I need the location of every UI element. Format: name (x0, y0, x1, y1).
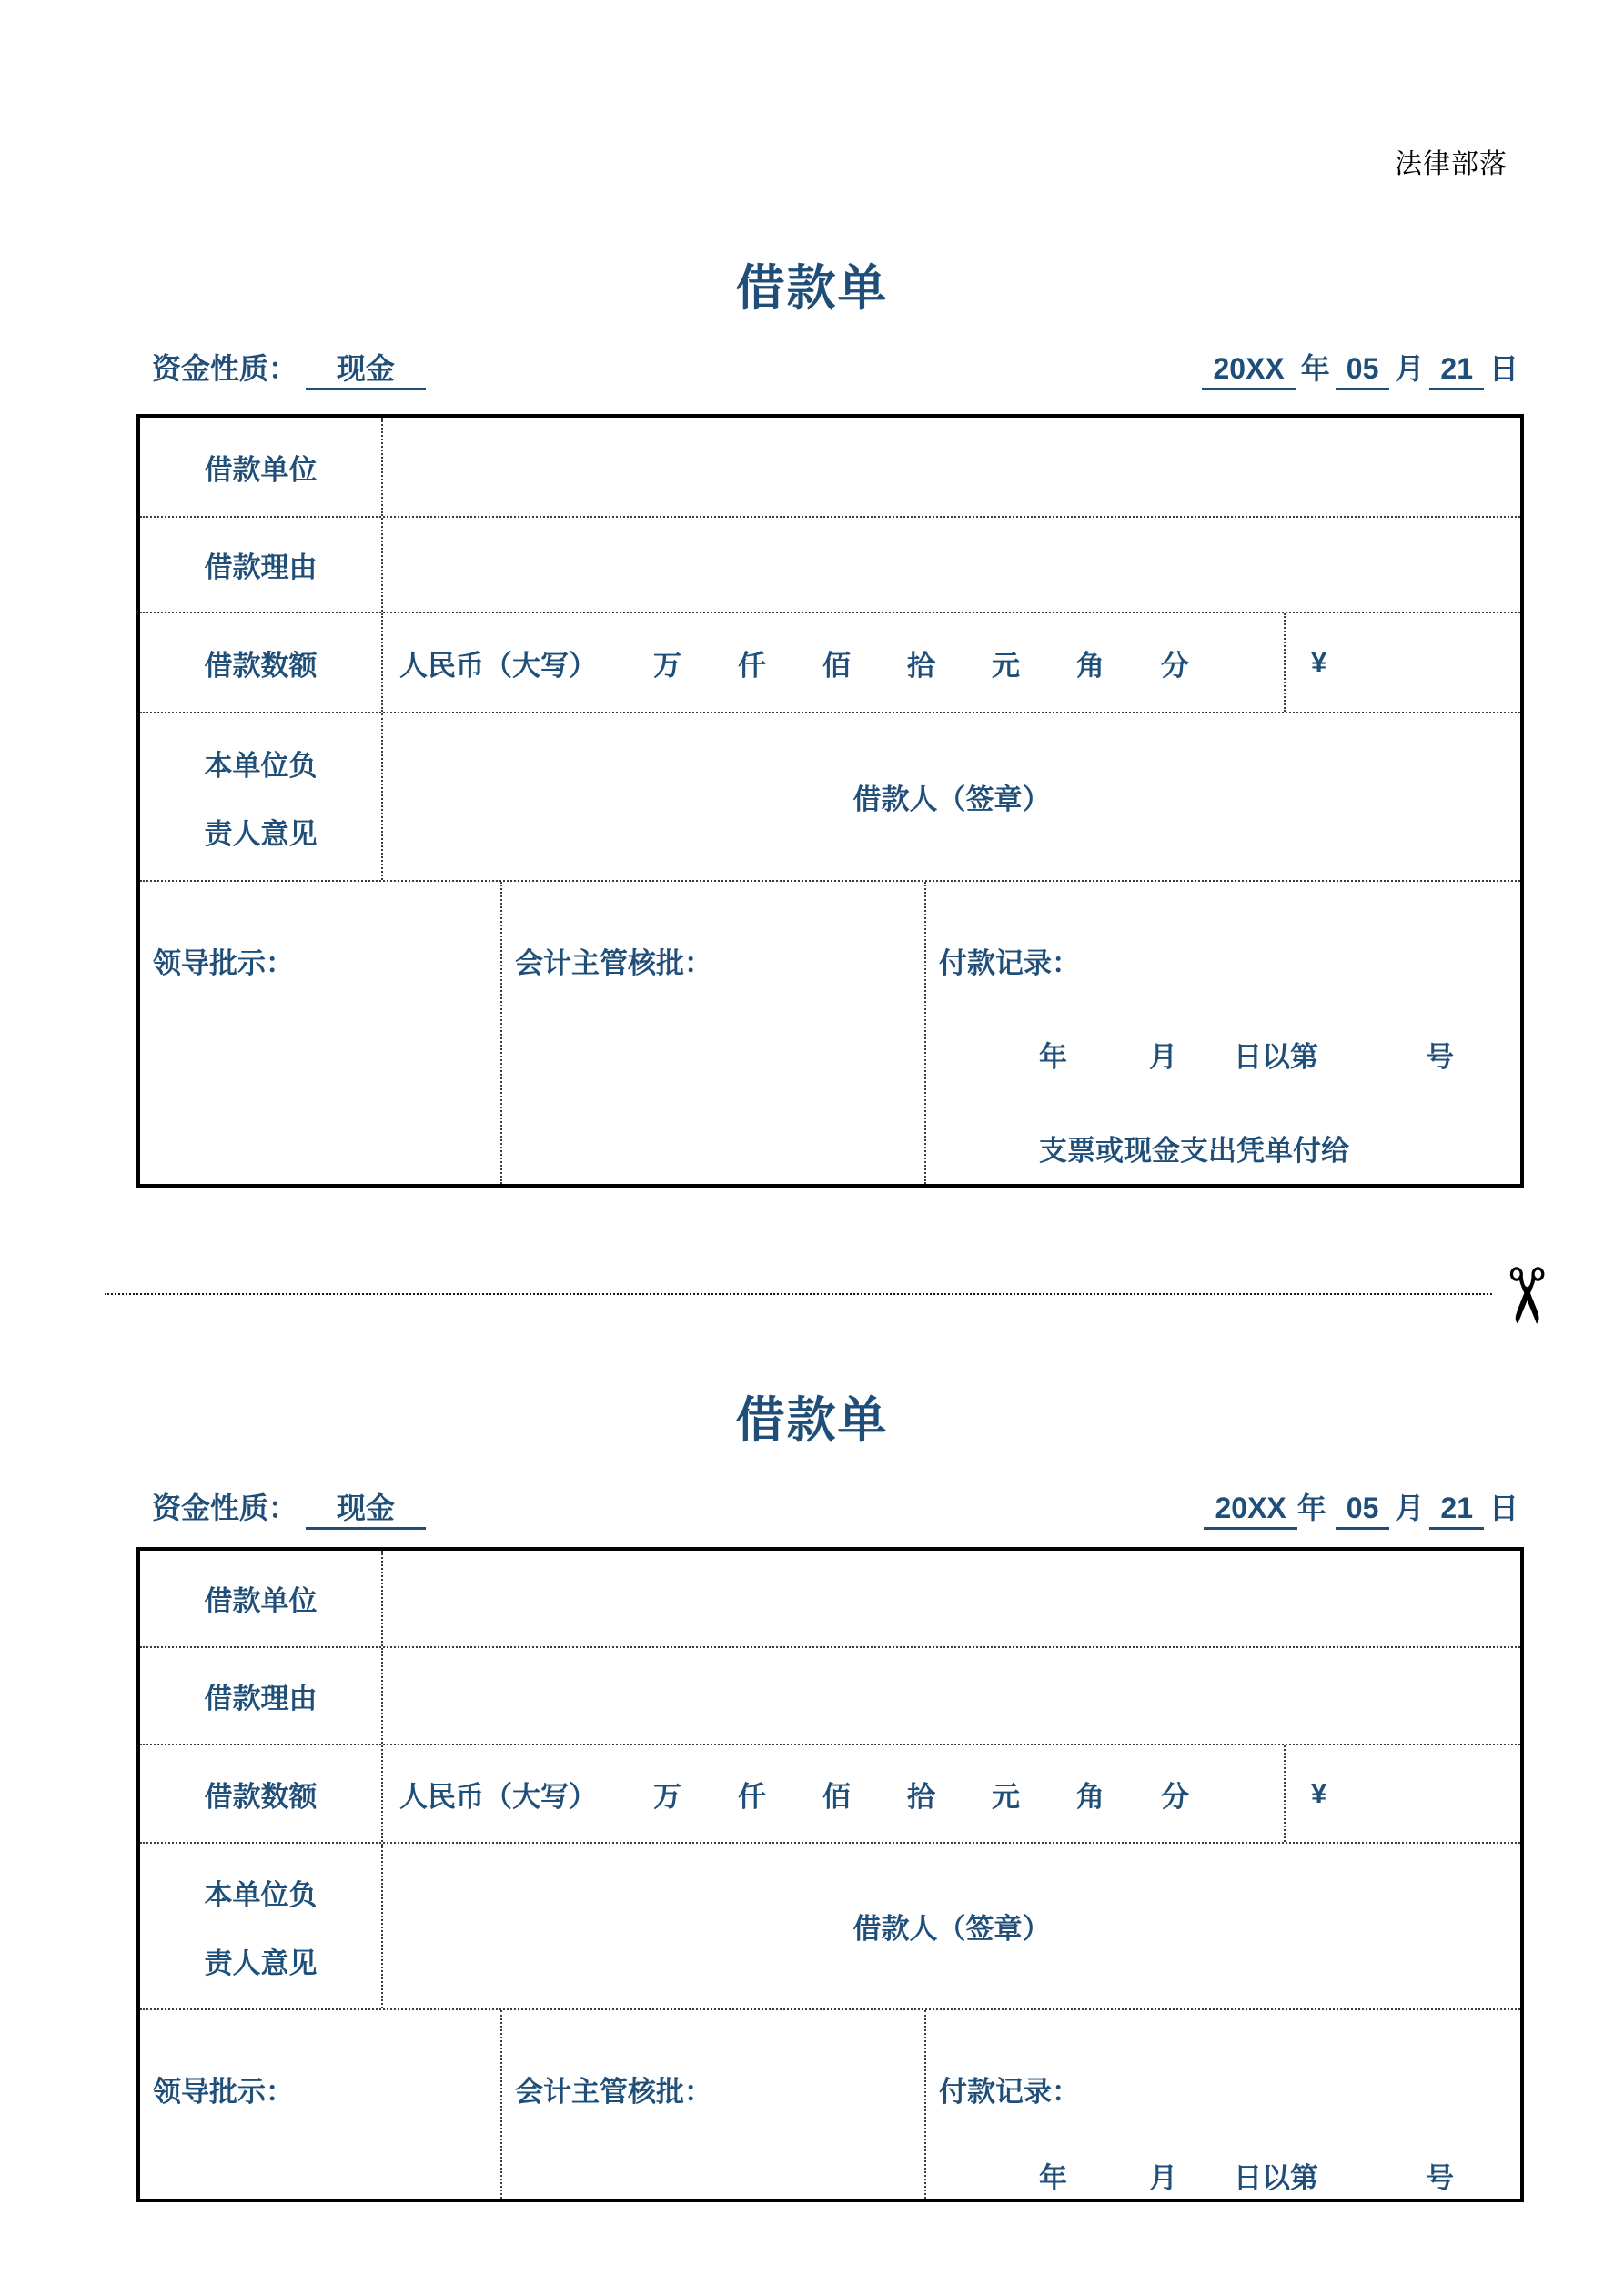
date-month-value: 05 (1336, 1489, 1390, 1530)
borrow-reason-label-cell (140, 518, 383, 612)
borrow-unit-label: 借款单位 (204, 453, 318, 486)
row-borrow-reason (140, 518, 1520, 613)
form2-meta-row (152, 1489, 1524, 1530)
borrow-unit-label: 借款单位 (204, 1585, 318, 1617)
date-day-value: 21 (1429, 1489, 1484, 1530)
date-day-value: 21 (1429, 349, 1484, 390)
amount-units: 万 仟 佰 拾 元 角 分 (653, 1780, 1189, 1813)
borrow-reason-label: 借款理由 (204, 551, 318, 583)
payment-voucher-line: 支票或现金支出凭单付给 (1039, 1135, 1349, 1167)
row-approvals (140, 882, 1520, 1184)
amount-prefix: 人民币（大写） (399, 649, 597, 682)
amount-words-cell (383, 1745, 1286, 1842)
borrow-amount-label: 借款数额 (204, 649, 318, 682)
date-day-unit: 日 (1488, 1492, 1518, 1524)
borrower-sign-cell (383, 713, 1520, 880)
row-responsible-opinion (140, 1844, 1520, 2010)
fund-nature-label: 资金性质： (152, 1492, 298, 1524)
form2-date-field (1204, 1489, 1524, 1530)
leader-approval-label: 领导批示： (153, 947, 294, 979)
form2-title: 借款单 (735, 1393, 889, 1448)
borrow-unit-label-cell (140, 418, 383, 516)
borrow-reason-label-cell (140, 1648, 383, 1744)
form2-loan-table (136, 1547, 1524, 2202)
fund-nature-label: 资金性质： (152, 352, 298, 385)
borrow-unit-value-cell (383, 1551, 1520, 1646)
date-year-unit: 年 (1296, 1492, 1326, 1524)
currency-symbol: ¥ (1311, 1777, 1327, 1809)
payment-date-line: 年 月 日以第 号 (1039, 1041, 1454, 1073)
leader-approval-label: 领导批示： (153, 2076, 294, 2108)
responsible-label-line1: 本单位负 (204, 1878, 318, 1911)
borrow-unit-value-cell (383, 418, 1520, 516)
payment-date-line: 年 月 日以第 号 (1039, 2162, 1454, 2194)
row-borrow-amount (140, 1745, 1520, 1844)
accountant-approval-cell (502, 2010, 926, 2199)
form1-loan-table (136, 414, 1524, 1188)
accountant-approval-label: 会计主管核批： (515, 947, 712, 979)
borrow-unit-label-cell (140, 1551, 383, 1646)
fund-nature-value: 现金 (306, 1489, 426, 1530)
row-responsible-opinion (140, 713, 1520, 882)
responsible-label-cell (140, 1844, 383, 2008)
responsible-label-line2: 责人意见 (204, 817, 318, 850)
form1-fund-nature (152, 349, 426, 390)
responsible-label-line2: 责人意见 (204, 1947, 318, 1979)
amount-words-cell (383, 613, 1286, 712)
form1-date-field (1202, 349, 1524, 390)
cut-line (105, 1293, 1492, 1295)
payment-record-label: 付款记录： (939, 947, 1080, 979)
payment-record-cell (926, 882, 1520, 1184)
form2-fund-nature (152, 1489, 426, 1530)
fund-nature-value: 现金 (306, 349, 426, 390)
accountant-approval-cell (502, 882, 926, 1184)
leader-approval-cell (140, 2010, 502, 2199)
currency-symbol: ¥ (1311, 646, 1327, 678)
form1-title: 借款单 (735, 261, 889, 316)
responsible-label-cell (140, 713, 383, 880)
row-borrow-unit (140, 1551, 1520, 1648)
scissors-icon: ✂ (1481, 1263, 1571, 1329)
borrow-reason-value-cell (383, 518, 1520, 612)
borrow-amount-label-cell (140, 1745, 383, 1842)
date-month-value: 05 (1336, 349, 1390, 390)
borrower-sign-label: 借款人（签章） (852, 1913, 1051, 1945)
date-month-unit: 月 (1395, 1492, 1425, 1524)
responsible-label-line1: 本单位负 (204, 749, 318, 782)
borrow-amount-label-cell (140, 613, 383, 712)
leader-approval-cell (140, 882, 502, 1184)
amount-units: 万 仟 佰 拾 元 角 分 (653, 649, 1189, 682)
amount-prefix: 人民币（大写） (399, 1780, 597, 1813)
date-year-value: 20XX (1202, 349, 1295, 390)
row-borrow-unit (140, 418, 1520, 518)
date-day-unit: 日 (1488, 352, 1518, 385)
borrow-reason-label: 借款理由 (204, 1683, 318, 1714)
date-month-unit: 月 (1395, 352, 1425, 385)
borrower-sign-cell (383, 1844, 1520, 2008)
date-year-unit: 年 (1300, 352, 1330, 385)
row-approvals (140, 2010, 1520, 2199)
amount-figures-cell (1286, 613, 1520, 712)
row-borrow-amount (140, 613, 1520, 713)
row-borrow-reason (140, 1648, 1520, 1745)
amount-figures-cell (1286, 1745, 1520, 1842)
date-year-value: 20XX (1204, 1489, 1296, 1530)
payment-record-cell (926, 2010, 1520, 2199)
borrow-amount-label: 借款数额 (204, 1780, 318, 1813)
borrower-sign-label: 借款人（签章） (852, 784, 1051, 815)
brand-text: 法律部落 (1395, 149, 1508, 179)
borrow-reason-value-cell (383, 1648, 1520, 1744)
accountant-approval-label: 会计主管核批： (515, 2076, 712, 2108)
payment-record-label: 付款记录： (939, 2076, 1080, 2108)
form1-meta-row (152, 349, 1524, 390)
